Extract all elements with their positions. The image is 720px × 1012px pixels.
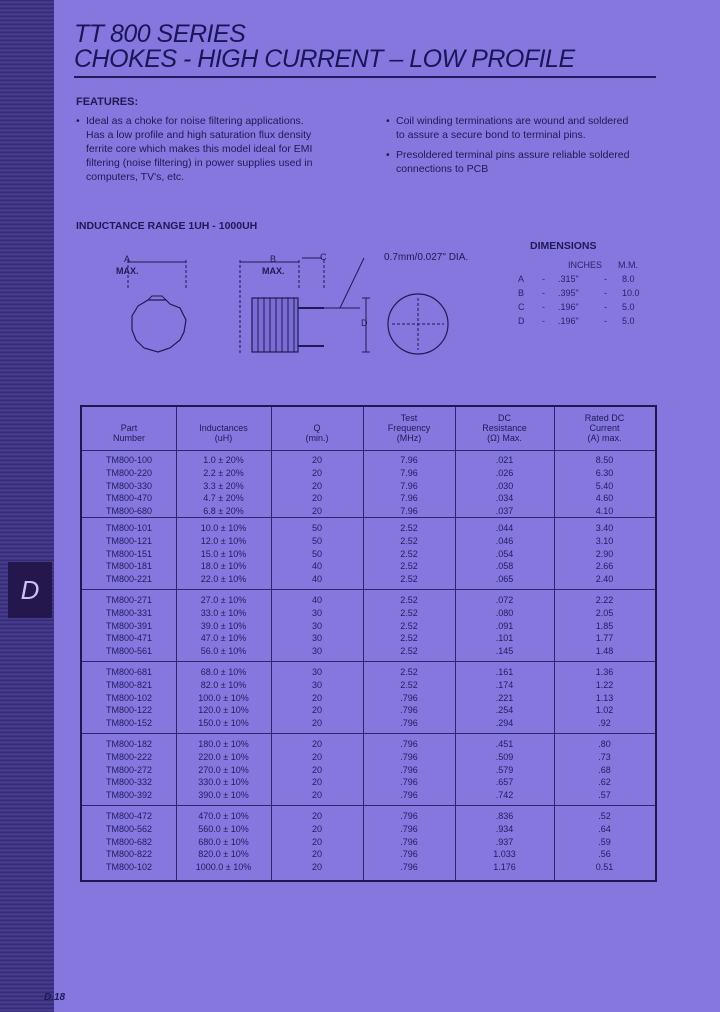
section-tab: D [8,562,52,618]
table-cell: .742 [495,790,514,801]
table-cell: 1000.0 ± 10% [195,862,252,873]
product-title: CHOKES - HIGH CURRENT – LOW PROFILE [74,45,575,73]
table-cell: 2.52 [400,633,418,644]
part-number-cell: TM800-102 [105,692,153,703]
table-cell: .101 [495,633,514,644]
table-cell: 50 [311,523,322,533]
table-cell: 2.52 [400,620,418,631]
table-cell: 7.96 [400,493,418,504]
table-cell: .836 [495,811,514,821]
group-divider [82,733,655,734]
wire-diameter-label: 0.7mm/0.027" DIA. [384,252,469,263]
table-cell: 1.02 [595,705,614,716]
column-divider [363,407,364,880]
dimension-a-label: A [124,254,131,264]
table-cell: 20 [311,739,322,749]
table-cell: 1.85 [595,620,614,631]
table-cell: .044 [495,523,514,533]
bullet-icon: • [386,115,390,127]
dimension-b-label: B [270,254,277,264]
group-divider [82,517,655,518]
part-number-cell: TM800-181 [105,561,153,572]
mm-label: M.M. [618,260,638,270]
table-cell: 20 [311,455,322,465]
table-cell: .59 [598,836,611,847]
table-cell: 39.0 ± 10% [200,620,247,631]
part-number-cell: TM800-220 [105,467,153,478]
table-cell: 68.0 ± 10% [200,667,247,677]
bullet-icon: • [386,149,390,161]
table-cell: 1.033 [493,849,516,860]
part-number-cell: TM800-331 [105,607,153,618]
table-cell: 820.0 ± 10% [198,849,249,860]
table-cell: .796 [400,777,418,788]
table-cell: 4.60 [595,493,614,504]
table-cell: 30 [311,667,322,677]
table-cell: .058 [495,561,514,572]
table-cell: .072 [495,595,514,605]
table-cell: 330.0 ± 10% [198,777,249,788]
table-cell: 7.96 [400,506,418,517]
title-divider [74,76,656,78]
table-cell: 5.40 [595,480,614,491]
table-cell: 7.96 [400,480,418,491]
table-cell: 20 [311,493,322,504]
table-cell: .57 [598,790,611,801]
table-cell: 4.7 ± 20% [203,493,244,504]
part-number-cell: TM800-561 [105,646,153,657]
part-number-cell: TM800-102 [105,862,153,873]
part-number-cell: TM800-391 [105,620,153,631]
table-cell: 20 [311,764,322,775]
table-cell: 2.52 [400,535,418,546]
table-cell: .509 [495,751,514,762]
group-divider [82,589,655,590]
table-cell: 390.0 ± 10% [198,790,249,801]
table-cell: 2.52 [400,574,418,585]
table-cell: 1.22 [595,679,614,690]
table-cell: .161 [495,667,514,677]
table-cell: 2.52 [400,548,418,559]
table-cell: 2.52 [400,595,418,605]
table-cell: 30 [311,646,322,657]
page-number: D.18 [44,992,66,1003]
header-test-frequency: Test Frequency (MHz) [387,413,431,443]
header-rated-current: Rated DC Current (A) max. [584,413,625,443]
table-cell: 20 [311,790,322,801]
table-cell: 47.0 ± 10% [200,633,247,644]
table-cell: .796 [400,823,418,834]
table-cell: 56.0 ± 10% [200,646,247,657]
table-cell: 18.0 ± 10% [200,561,247,572]
table-cell: 6.8 ± 20% [203,506,244,517]
table-cell: .796 [400,811,418,821]
table-cell: 100.0 ± 10% [198,692,249,703]
table-cell: 20 [311,692,322,703]
part-number-cell: TM800-221 [105,574,153,585]
table-cell: 20 [311,777,322,788]
table-cell: 30 [311,633,322,644]
table-cell: 4.10 [595,506,614,517]
group-divider [82,661,655,662]
inductance-range-heading: INDUCTANCE RANGE 1UH - 1000UH [76,220,258,232]
table-cell: 2.52 [400,646,418,657]
table-cell: .021 [495,455,514,465]
table-cell: .796 [400,862,418,873]
dimension-a-max: MAX. [116,266,139,276]
table-cell: .026 [495,467,514,478]
table-cell: 22.0 ± 10% [200,574,247,585]
table-cell: 3.10 [595,535,614,546]
table-cell: .145 [495,646,514,657]
table-cell: .579 [495,764,514,775]
part-number-cell: TM800-821 [105,679,153,690]
table-cell: .934 [495,823,514,834]
table-cell: .054 [495,548,514,559]
table-cell: 1.77 [595,633,614,644]
table-cell: 20 [311,849,322,860]
table-cell: 120.0 ± 10% [198,705,249,716]
specifications-table [80,405,657,882]
table-cell: .796 [400,836,418,847]
table-cell: 1.0 ± 20% [203,455,244,465]
part-number-cell: TM800-681 [105,667,153,677]
table-cell: 20 [311,836,322,847]
table-cell: .034 [495,493,514,504]
part-number-cell: TM800-272 [105,764,153,775]
table-cell: 2.66 [595,561,614,572]
bullet-icon: • [76,115,80,127]
table-cell: 6.30 [595,467,614,478]
dimension-b-max: MAX. [262,266,285,276]
feature-item-noise-filtering: • Ideal as a choke for noise filtering applications. Has a low profile and high saturation flux density ferrite core which makes this model ideal for EMI filtering (noise filtering) in power supplies used in computers, TV's, etc. [76,115,313,183]
table-cell: 30 [311,679,322,690]
table-cell: 3.3 ± 20% [203,480,244,491]
table-cell: 2.22 [595,595,614,605]
table-cell: 2.90 [595,548,614,559]
table-cell: .037 [495,506,514,517]
table-cell: 20 [311,823,322,834]
part-number-cell: TM800-562 [105,823,153,834]
table-cell: 560.0 ± 10% [198,823,249,834]
group-divider [82,805,655,806]
table-cell: .92 [598,718,611,729]
part-number-cell: TM800-121 [105,535,153,546]
table-cell: .73 [598,751,611,762]
table-cell: .657 [495,777,514,788]
table-cell: .796 [400,692,418,703]
table-cell: 8.50 [595,455,614,465]
table-cell: 40 [311,595,322,605]
table-cell: .221 [495,692,514,703]
part-number-cell: TM800-100 [105,455,153,465]
table-cell: 2.05 [595,607,614,618]
table-cell: 20 [311,705,322,716]
part-number-cell: TM800-470 [105,493,153,504]
table-cell: 12.0 ± 10% [200,535,247,546]
table-cell: 82.0 ± 10% [200,679,247,690]
part-number-cell: TM800-151 [105,548,153,559]
features-heading: FEATURES: [76,96,139,108]
table-cell: 270.0 ± 10% [198,764,249,775]
table-cell: 1.176 [493,862,516,873]
table-cell: .796 [400,790,418,801]
header-dc-resistance: DC Resistance (Ω) Max. [482,413,527,443]
table-cell: 1.36 [595,667,614,677]
table-cell: .80 [598,739,611,749]
table-cell: 1.13 [595,692,614,703]
table-cell: 20 [311,862,322,873]
table-cell: .091 [495,620,514,631]
table-cell: .796 [400,764,418,775]
table-cell: .796 [400,718,418,729]
part-number-cell: TM800-392 [105,790,153,801]
table-cell: .451 [495,739,514,749]
table-cell: 2.52 [400,523,418,533]
table-cell: 40 [311,574,322,585]
table-cell: 27.0 ± 10% [200,595,247,605]
table-cell: 20 [311,480,322,491]
table-cell: .294 [495,718,514,729]
table-cell: 15.0 ± 10% [200,548,247,559]
table-cell: 20 [311,751,322,762]
part-number-cell: TM800-471 [105,633,153,644]
table-cell: 7.96 [400,455,418,465]
column-divider [554,407,555,880]
table-cell: .796 [400,705,418,716]
table-cell: 2.52 [400,607,418,618]
part-number-cell: TM800-680 [105,506,153,517]
part-number-cell: TM800-222 [105,751,153,762]
table-cell: 2.2 ± 20% [203,467,244,478]
part-number-cell: TM800-271 [105,595,153,605]
feature-item-terminations: • Coil winding terminations are wound and soldered to assure a secure bond to terminal pins. [386,115,629,141]
header-inductance: Inductances (uH) [199,423,248,443]
table-cell: .796 [400,751,418,762]
table-cell: .080 [495,607,514,618]
part-number-cell: TM800-472 [105,811,153,821]
table-cell: 50 [311,535,322,546]
table-cell: .56 [598,849,611,860]
header-divider [82,450,655,451]
dimensions-heading: DIMENSIONS [530,240,597,252]
feature-item-presoldered: • Presoldered terminal pins assure reliable soldered connections to PCB [386,149,630,175]
table-cell: 33.0 ± 10% [200,607,247,618]
part-number-cell: TM800-330 [105,480,153,491]
table-cell: 20 [311,467,322,478]
header-part-number: Part Number [112,423,145,443]
table-cell: 20 [311,506,322,517]
table-cell: 2.52 [400,667,418,677]
binding-edge [0,0,54,1012]
table-cell: 3.40 [595,523,614,533]
column-divider [455,407,456,880]
part-number-cell: TM800-101 [105,523,153,533]
part-number-cell: TM800-152 [105,718,153,729]
table-cell: .796 [400,739,418,749]
part-number-cell: TM800-182 [105,739,153,749]
table-cell: 2.52 [400,561,418,572]
header-q-min: Q (min.) [305,423,329,443]
table-cell: .174 [495,679,514,690]
table-cell: .64 [598,823,611,834]
table-cell: 20 [311,811,322,821]
table-cell: .52 [598,811,611,821]
part-number-cell: TM800-122 [105,705,153,716]
part-number-cell: TM800-682 [105,836,153,847]
inches-label: INCHES [568,260,603,270]
table-cell: .065 [495,574,514,585]
dimension-c-label: C [320,252,327,262]
table-cell: .030 [495,480,514,491]
table-cell: 30 [311,607,322,618]
table-cell: 30 [311,620,322,631]
table-cell: 40 [311,561,322,572]
table-cell: 2.40 [595,574,614,585]
part-number-cell: TM800-332 [105,777,153,788]
table-cell: 2.52 [400,679,418,690]
table-cell: 10.0 ± 10% [200,523,247,533]
table-cell: .796 [400,849,418,860]
dimension-d-label: D [361,318,368,328]
table-cell: 20 [311,718,322,729]
table-cell: 50 [311,548,322,559]
column-divider [271,407,272,880]
column-divider [176,407,177,880]
table-cell: 470.0 ± 10% [198,811,249,821]
table-cell: .62 [598,777,611,788]
table-cell: 680.0 ± 10% [198,836,249,847]
series-title: TT 800 SERIES [74,20,246,48]
table-cell: 150.0 ± 10% [198,718,249,729]
table-cell: 180.0 ± 10% [198,739,249,749]
table-cell: 220.0 ± 10% [198,751,249,762]
table-cell: .046 [495,535,514,546]
table-cell: .254 [495,705,514,716]
part-number-cell: TM800-822 [105,849,153,860]
table-cell: .937 [495,836,514,847]
table-cell: 1.48 [595,646,614,657]
table-cell: 7.96 [400,467,418,478]
table-cell: 0.51 [595,862,614,873]
table-cell: .68 [598,764,611,775]
